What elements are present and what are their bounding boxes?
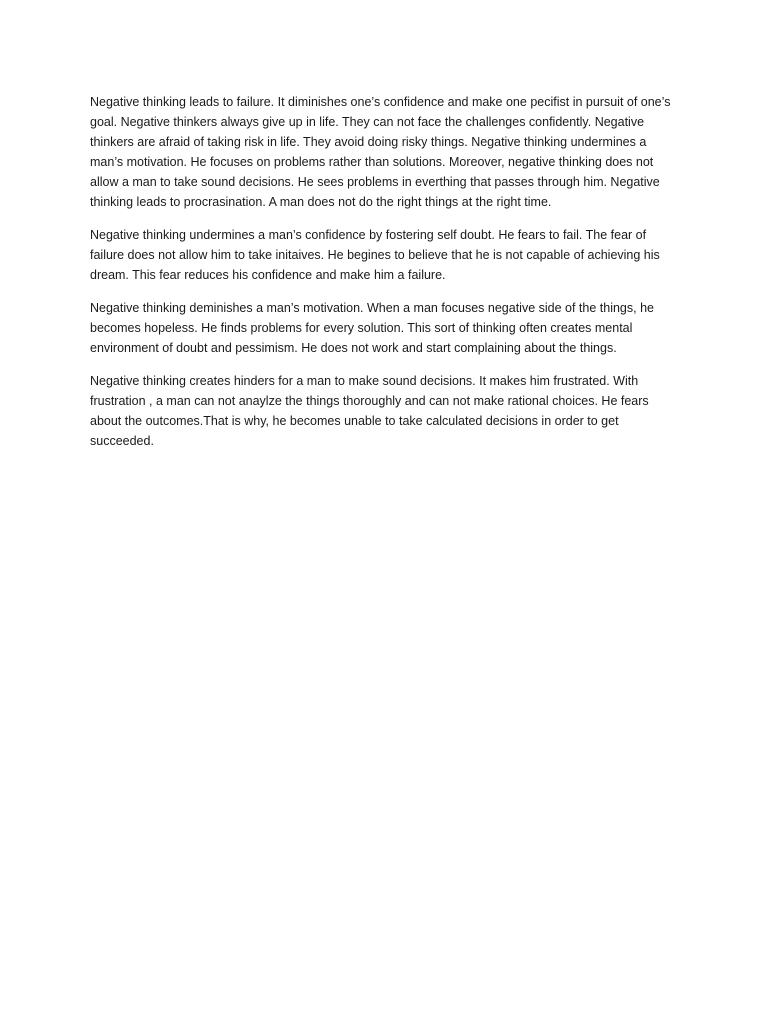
paragraph-4: Negative thinking creates hinders for a man to make sound decisions. It makes him frustrated. With frustration , a man can not anaylze the things thoroughly and can not make rational choices. He fears about the outcomes.That is why, he becomes unable to take calculated decisions in order to get succeeded. <box>90 374 649 448</box>
paragraph-3: Negative thinking deminishes a man’s motivation. When a man focuses negative side of the things, he becomes hopeless. He finds problems for every solution. This sort of thinking often creates mental environment of doubt and pessimism. He does not work and start complaining about the things. <box>90 301 654 355</box>
paragraph-2: Negative thinking undermines a man’s confidence by fostering self doubt. He fears to fail. The fear of failure does not allow him to take initaives. He begines to believe that he is not capable of achieving his dream. This fear reduces his confidence and make him a failure. <box>90 228 660 282</box>
paragraph-1: Negative thinking leads to failure. It diminishes one’s confidence and make one pecifist in pursuit of one’s goal. Negative thinkers always give up in life. They can not face the challenges confidently. Negative thinkers are afraid of taking risk in life. They avoid doing risky things. Negative thinking undermines a man’s motivation. He focuses on problems rather than solutions. Moreover, negative thinking does not allow a man to take sound decisions. He sees problems in everthing that passes through him. Negative thinking leads to procrasination. A man does not do the right things at the right time. <box>90 95 671 209</box>
document-body <box>90 92 680 464</box>
